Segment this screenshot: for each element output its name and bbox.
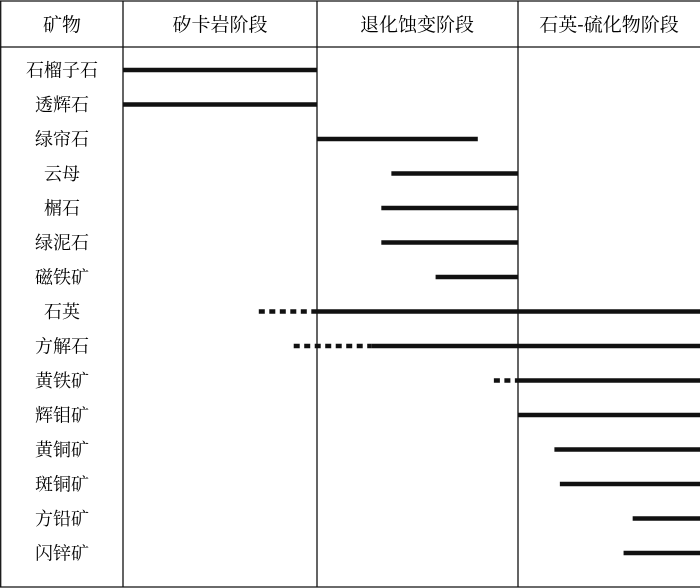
header-stage-skarn: 矽卡岩阶段	[172, 14, 268, 36]
mineral-label: 方铅矿	[35, 509, 89, 530]
mineral-label: 方解石	[35, 336, 89, 358]
header-stage-quartz-sulfide: 石英-硫化物阶段	[539, 14, 679, 36]
mineral-label: 斑铜矿	[35, 474, 89, 496]
mineral-label: 黄铁矿	[35, 371, 89, 392]
mineral-label: 绿帘石	[35, 129, 89, 151]
header-mineral: 矿物	[42, 14, 82, 36]
mineral-label: 云母	[44, 164, 80, 185]
mineral-label: 绿泥石	[35, 233, 89, 254]
mineral-label: 石榴子石	[26, 60, 98, 82]
mineral-label: 磁铁矿	[35, 267, 89, 289]
mineral-label: 石英	[44, 302, 80, 323]
mineral-label: 闪锌矿	[35, 543, 89, 565]
mineral-label: 榍石	[44, 198, 80, 220]
header-stage-retrograde: 退化蚀变阶段	[359, 14, 475, 36]
mineral-label: 黄铜矿	[35, 440, 89, 461]
mineral-label: 辉钼矿	[35, 405, 89, 427]
mineral-rows	[26, 61, 700, 565]
mineral-label: 透辉石	[35, 95, 89, 116]
